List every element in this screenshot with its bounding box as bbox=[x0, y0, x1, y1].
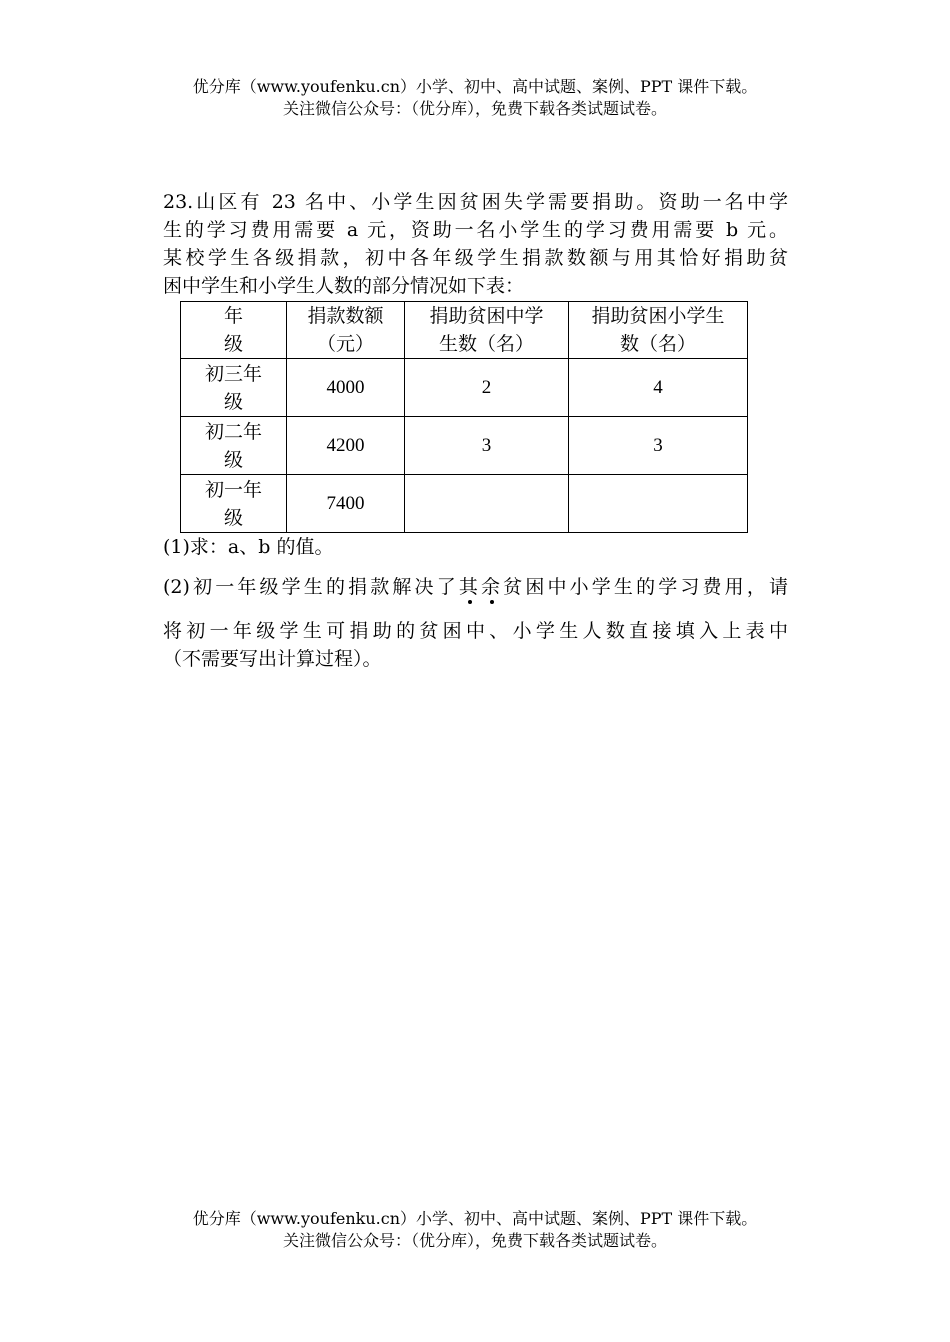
cell-amount: 7400 bbox=[287, 475, 405, 533]
sub-question-2-line-3: （不需要写出计算过程）。 bbox=[163, 648, 382, 670]
sub-question-2-line-2: 将初一年级学生可捐助的贫困中、小学生人数直接填入上表中 bbox=[163, 620, 788, 642]
question-stem bbox=[163, 188, 788, 300]
footer-line-1: 优分库（www.youfenku.cn）小学、初中、高中试题、案例、PPT 课件下载。 bbox=[192, 1209, 758, 1228]
header-middle-students: 捐助贫困中学 生数（名） bbox=[405, 302, 569, 359]
header-amount: 捐款数额 （元） bbox=[287, 302, 405, 359]
sub-question-1: (1)求：a、b 的值。 bbox=[163, 536, 334, 558]
question-line-3: 某校学生各级捐款，初中各年级学生捐款数额与用其恰好捐助贫 bbox=[163, 247, 788, 269]
sub-question-2-line-1: (2)初一年级学生的捐款解决了其 余 贫困中小学生的学习费用，请 bbox=[163, 573, 788, 601]
page-footer bbox=[0, 1208, 950, 1252]
table-row bbox=[181, 475, 748, 533]
cell-middle: 2 bbox=[405, 359, 569, 417]
cell-primary: 4 bbox=[569, 359, 748, 417]
cell-amount: 4200 bbox=[287, 417, 405, 475]
header-line-1: 优分库（www.youfenku.cn）小学、初中、高中试题、案例、PPT 课件下载。 bbox=[192, 77, 758, 96]
question-line-2: 生的学习费用需要 a 元，资助一名小学生的学习费用需要 b 元。 bbox=[163, 219, 788, 241]
table-header-row bbox=[181, 302, 748, 359]
header-grade: 年 级 bbox=[181, 302, 287, 359]
page-header bbox=[0, 76, 950, 120]
header-primary-students: 捐助贫困小学生 数（名） bbox=[569, 302, 748, 359]
cell-grade: 初一年 级 bbox=[181, 475, 287, 533]
sub-question-2 bbox=[163, 573, 788, 673]
question-line-4: 困中学生和小学生人数的部分情况如下表： bbox=[163, 275, 525, 297]
table-row bbox=[181, 359, 748, 417]
cell-grade: 初二年 级 bbox=[181, 417, 287, 475]
question-line-1: 23.山区有 23 名中、小学生因贫困失学需要捐助。资助一名中学 bbox=[163, 191, 788, 213]
cell-primary: 3 bbox=[569, 417, 748, 475]
emphasis-dot bbox=[490, 600, 494, 604]
cell-amount: 4000 bbox=[287, 359, 405, 417]
cell-primary-blank bbox=[569, 475, 748, 533]
table-row bbox=[181, 417, 748, 475]
donation-table bbox=[180, 301, 748, 533]
emphasis-dot bbox=[468, 600, 472, 604]
emphasis-char: 其 bbox=[459, 576, 481, 598]
cell-grade: 初三年 级 bbox=[181, 359, 287, 417]
footer-line-2: 关注微信公众号：（优分库），免费下载各类试题试卷。 bbox=[282, 1231, 667, 1250]
emphasis-char: 余 bbox=[481, 576, 503, 598]
header-line-2: 关注微信公众号：（优分库），免费下载各类试题试卷。 bbox=[282, 99, 667, 118]
cell-middle-blank bbox=[405, 475, 569, 533]
cell-middle: 3 bbox=[405, 417, 569, 475]
